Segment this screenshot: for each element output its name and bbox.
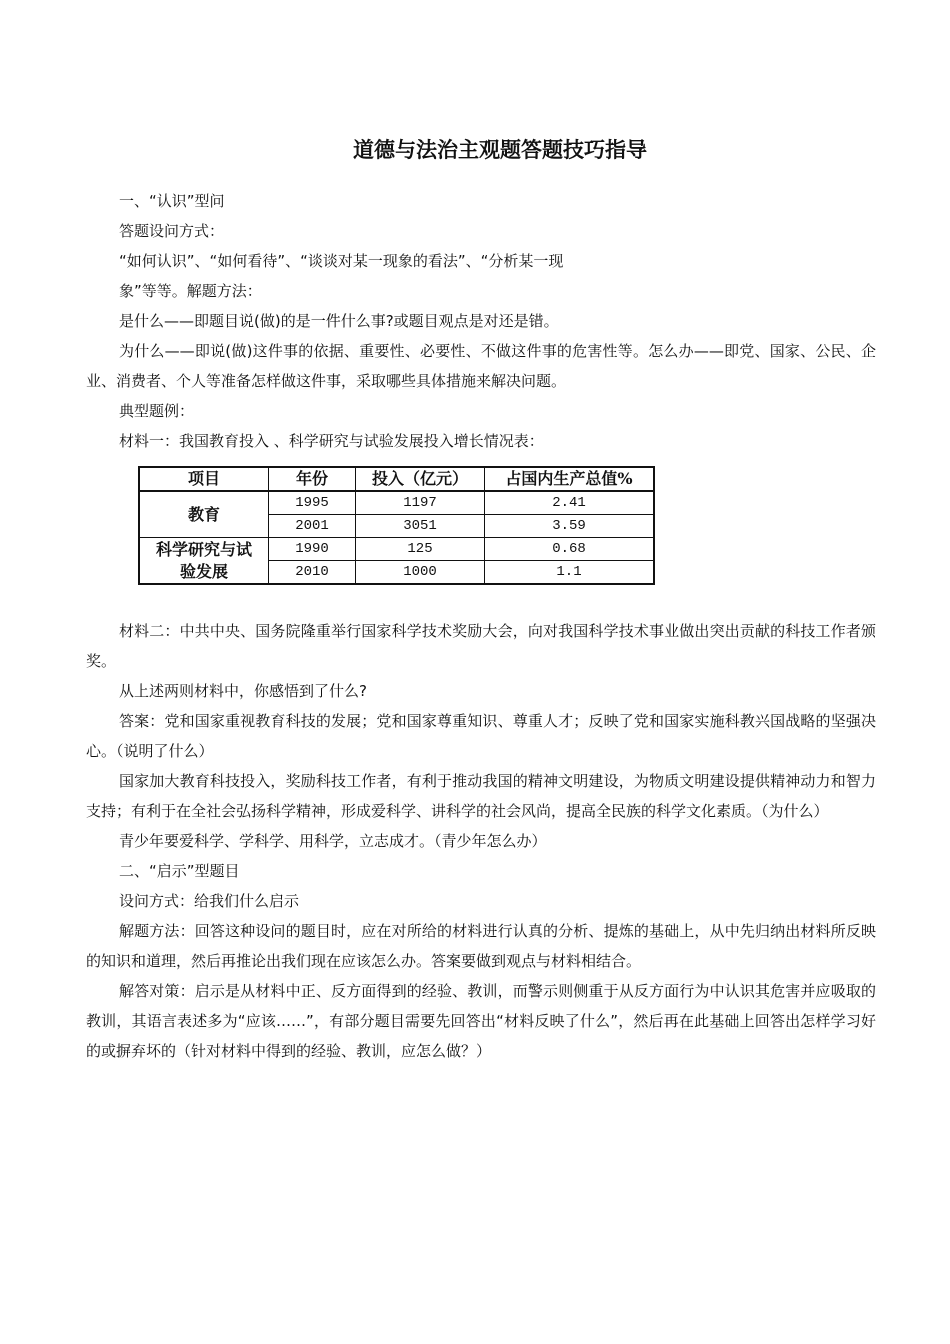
cell-year: 2010: [269, 561, 356, 585]
category-research-line-1: 科学研究与试: [155, 539, 252, 559]
header-year: 年份: [269, 467, 356, 491]
material-1-caption: 材料一：我国教育投入 、科学研究与试验发展投入增长情况表：: [119, 432, 544, 450]
answer-part-2: 国家加大教育科技投入，奖励科技工作者，有利于推动我国的精神文明建设，为物质文明建设提供精神动力和智力支持；有利于在全社会弘扬科学精神，形成爱科学、讲科学的社会风尚，提高全民族的科学文化素质。（为什么）: [86, 772, 876, 820]
cell-amount: 1197: [356, 491, 485, 515]
category-research-line-2: 验发展: [179, 561, 228, 581]
question-format-label: 答题设问方式：: [119, 222, 225, 240]
category-education: 教育: [139, 491, 269, 538]
question-format-line-2: 象”等等。解题方法：: [119, 282, 262, 300]
cell-amount: 125: [356, 538, 485, 561]
material-2: 材料二：中共中央、国务院隆重举行国家科学技术奖励大会，向对我国科学技术事业做出突出贡献的科技工作者颁奖。: [86, 622, 876, 670]
section-1-heading: 一、“认识”型问: [119, 192, 225, 210]
answer-part-1: 答案：党和国家重视教育科技的发展；党和国家尊重知识、尊重人才；反映了党和国家实施科教兴国战略的坚强决心。（说明了什么）: [86, 712, 876, 760]
cell-amount: 3051: [356, 515, 485, 538]
cell-pct: 1.1: [485, 561, 655, 585]
question-format-line-1: “如何认识”、“如何看待”、“谈谈对某一现象的看法”、“分析某一现: [119, 252, 564, 270]
table-header-row: [139, 467, 654, 491]
header-amount: 投入（亿元）: [356, 467, 485, 491]
cell-amount: 1000: [356, 561, 485, 585]
header-item: 项目: [139, 467, 269, 491]
example-question: 从上述两则材料中，你感悟到了什么?: [119, 682, 367, 700]
investment-table-container: [86, 456, 876, 616]
example-label: 典型题例：: [119, 402, 195, 420]
section-2-heading: 二、“启示”型题目: [119, 862, 240, 880]
section-2-question-format: 设问方式：给我们什么启示: [119, 892, 300, 910]
cell-pct: 2.41: [485, 491, 655, 515]
method-why-how: 为什么——即说(做)这件事的依据、重要性、必要性、不做这件事的危害性等。怎么办——即党、国家、公民、企业、消费者、个人等准备怎样做这件事，采取哪些具体措施来解决问题。: [86, 342, 876, 390]
cell-pct: 0.68: [485, 538, 655, 561]
table-row: [139, 538, 654, 561]
document-title: 道德与法治主观题答题技巧指导: [353, 138, 647, 162]
cell-year: 1995: [269, 491, 356, 515]
header-gdp-percent: 占国内生产总值%: [485, 467, 655, 491]
cell-year: 1990: [269, 538, 356, 561]
investment-table: [138, 466, 655, 585]
table-row: [139, 491, 654, 515]
section-2-method: 解题方法：回答这种设问的题目时，应在对所给的材料进行认真的分析、提炼的基础上，从中先归纳出材料所反映的知识和道理，然后再推论出我们现在应该怎么办。答案要做到观点与材料相结合。: [86, 922, 876, 970]
cell-pct: 3.59: [485, 515, 655, 538]
answer-part-3: 青少年要爱科学、学科学、用科学，立志成才。（青少年怎么办）: [119, 832, 547, 850]
cell-year: 2001: [269, 515, 356, 538]
category-research: [139, 538, 269, 585]
section-2-strategy: 解答对策：启示是从材料中正、反方面得到的经验、教训，而警示则侧重于从反方面行为中认识其危害并应吸取的教训，其语言表述多为“应该……”，有部分题目需要先回答出“材料反映了什么”，然后再在此基础上回答出怎样学习好的或摒弃坏的（针对材料中得到的经验、教训，应怎么做？）: [86, 982, 876, 1060]
method-what: 是什么——即题目说(做)的是一件什么事?或题目观点是对还是错。: [119, 312, 559, 330]
document-body: [86, 186, 876, 1066]
